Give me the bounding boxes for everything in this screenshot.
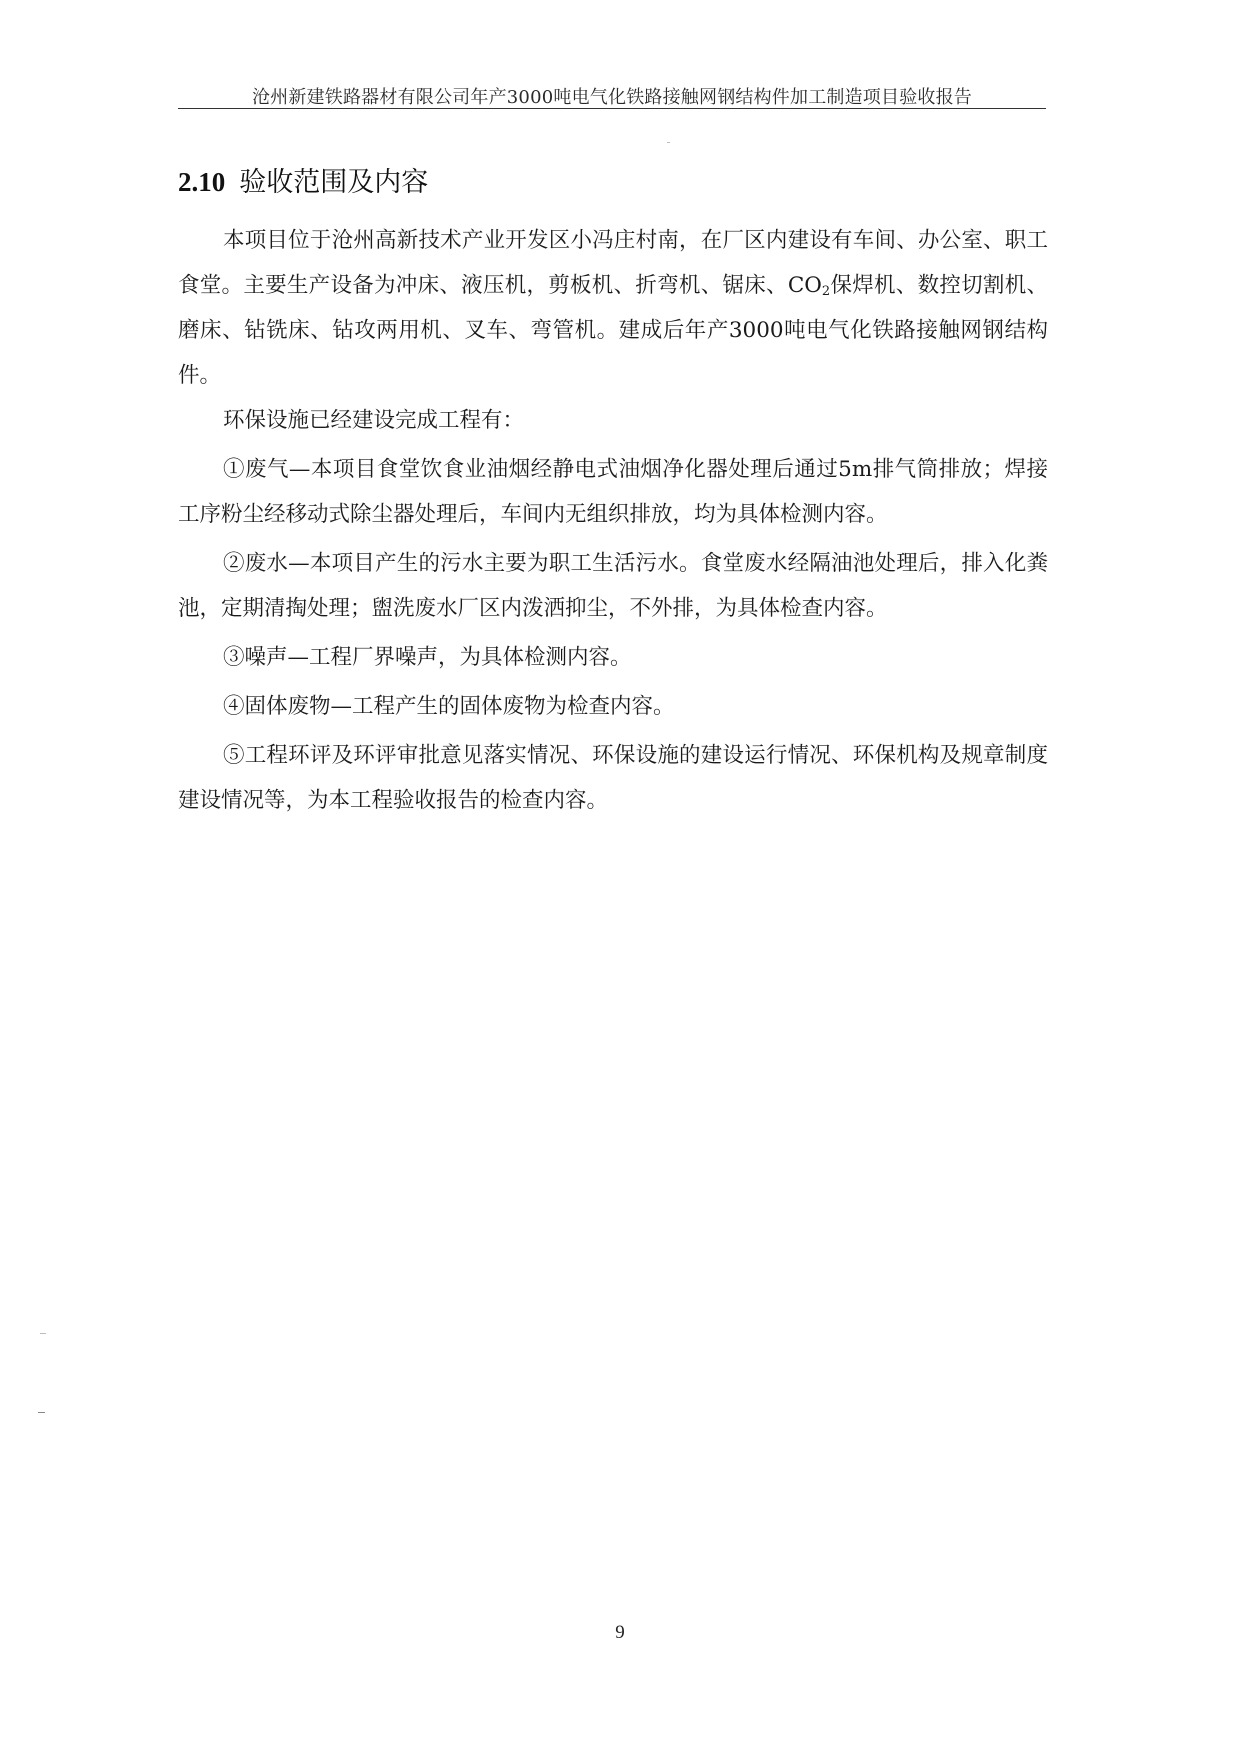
section-title-text: 验收范围及内容 — [239, 167, 429, 198]
intro-text-part2: 保焊机、数控切割机、磨床、钻铣床、钻攻两用机、叉车、弯管机。建成后年产3000吨电气化铁路接触网钢结构件。 — [178, 273, 1048, 388]
paragraph-intro — [178, 218, 1048, 398]
running-header: 沧州新建铁路器材有限公司年产3000吨电气化铁路接触网钢结构件加工制造项目验收报告 — [251, 87, 972, 108]
page-number: 9 — [615, 1622, 625, 1643]
intro-subscript: 2 — [821, 284, 831, 299]
section-heading — [178, 160, 428, 199]
body-text — [178, 218, 1048, 823]
header-rule — [178, 108, 1046, 109]
paragraph-item-noise: ③噪声—工程厂界噪声，为具体检测内容。 — [223, 645, 632, 670]
scan-speck — [38, 1412, 45, 1413]
scan-speck — [40, 1333, 46, 1334]
paragraph-item-inspection: ⑤工程环评及环评审批意见落实情况、环保设施的建设运行情况、环保机构及规章制度建设情况等，为本工程验收报告的检查内容。 — [178, 743, 1048, 813]
section-number: 2.10 — [178, 167, 226, 197]
paragraph-item-exhaust: ①废气—本项目食堂饮食业油烟经静电式油烟净化器处理后通过5m排气筒排放；焊接工序粉尘经移动式除尘器处理后，车间内无组织排放，均为具体检测内容。 — [178, 457, 1048, 527]
paragraph-item-wastewater: ②废水—本项目产生的污水主要为职工生活污水。食堂废水经隔油池处理后，排入化粪池，定期清掏处理；盥洗废水厂区内泼洒抑尘，不外排，为具体检查内容。 — [178, 551, 1048, 621]
intro-text-part1: 本项目位于沧州高新技术产业开发区小冯庄村南，在厂区内建设有车间、办公室、职工食堂。主要生产设备为冲床、液压机，剪板机、折弯机、锯床、CO — [178, 228, 1048, 298]
paragraph-env-lead: 环保设施已经建设完成工程有： — [223, 408, 525, 433]
scan-speck — [667, 142, 670, 143]
paragraph-item-solid-waste: ④固体废物—工程产生的固体废物为检查内容。 — [223, 694, 675, 719]
